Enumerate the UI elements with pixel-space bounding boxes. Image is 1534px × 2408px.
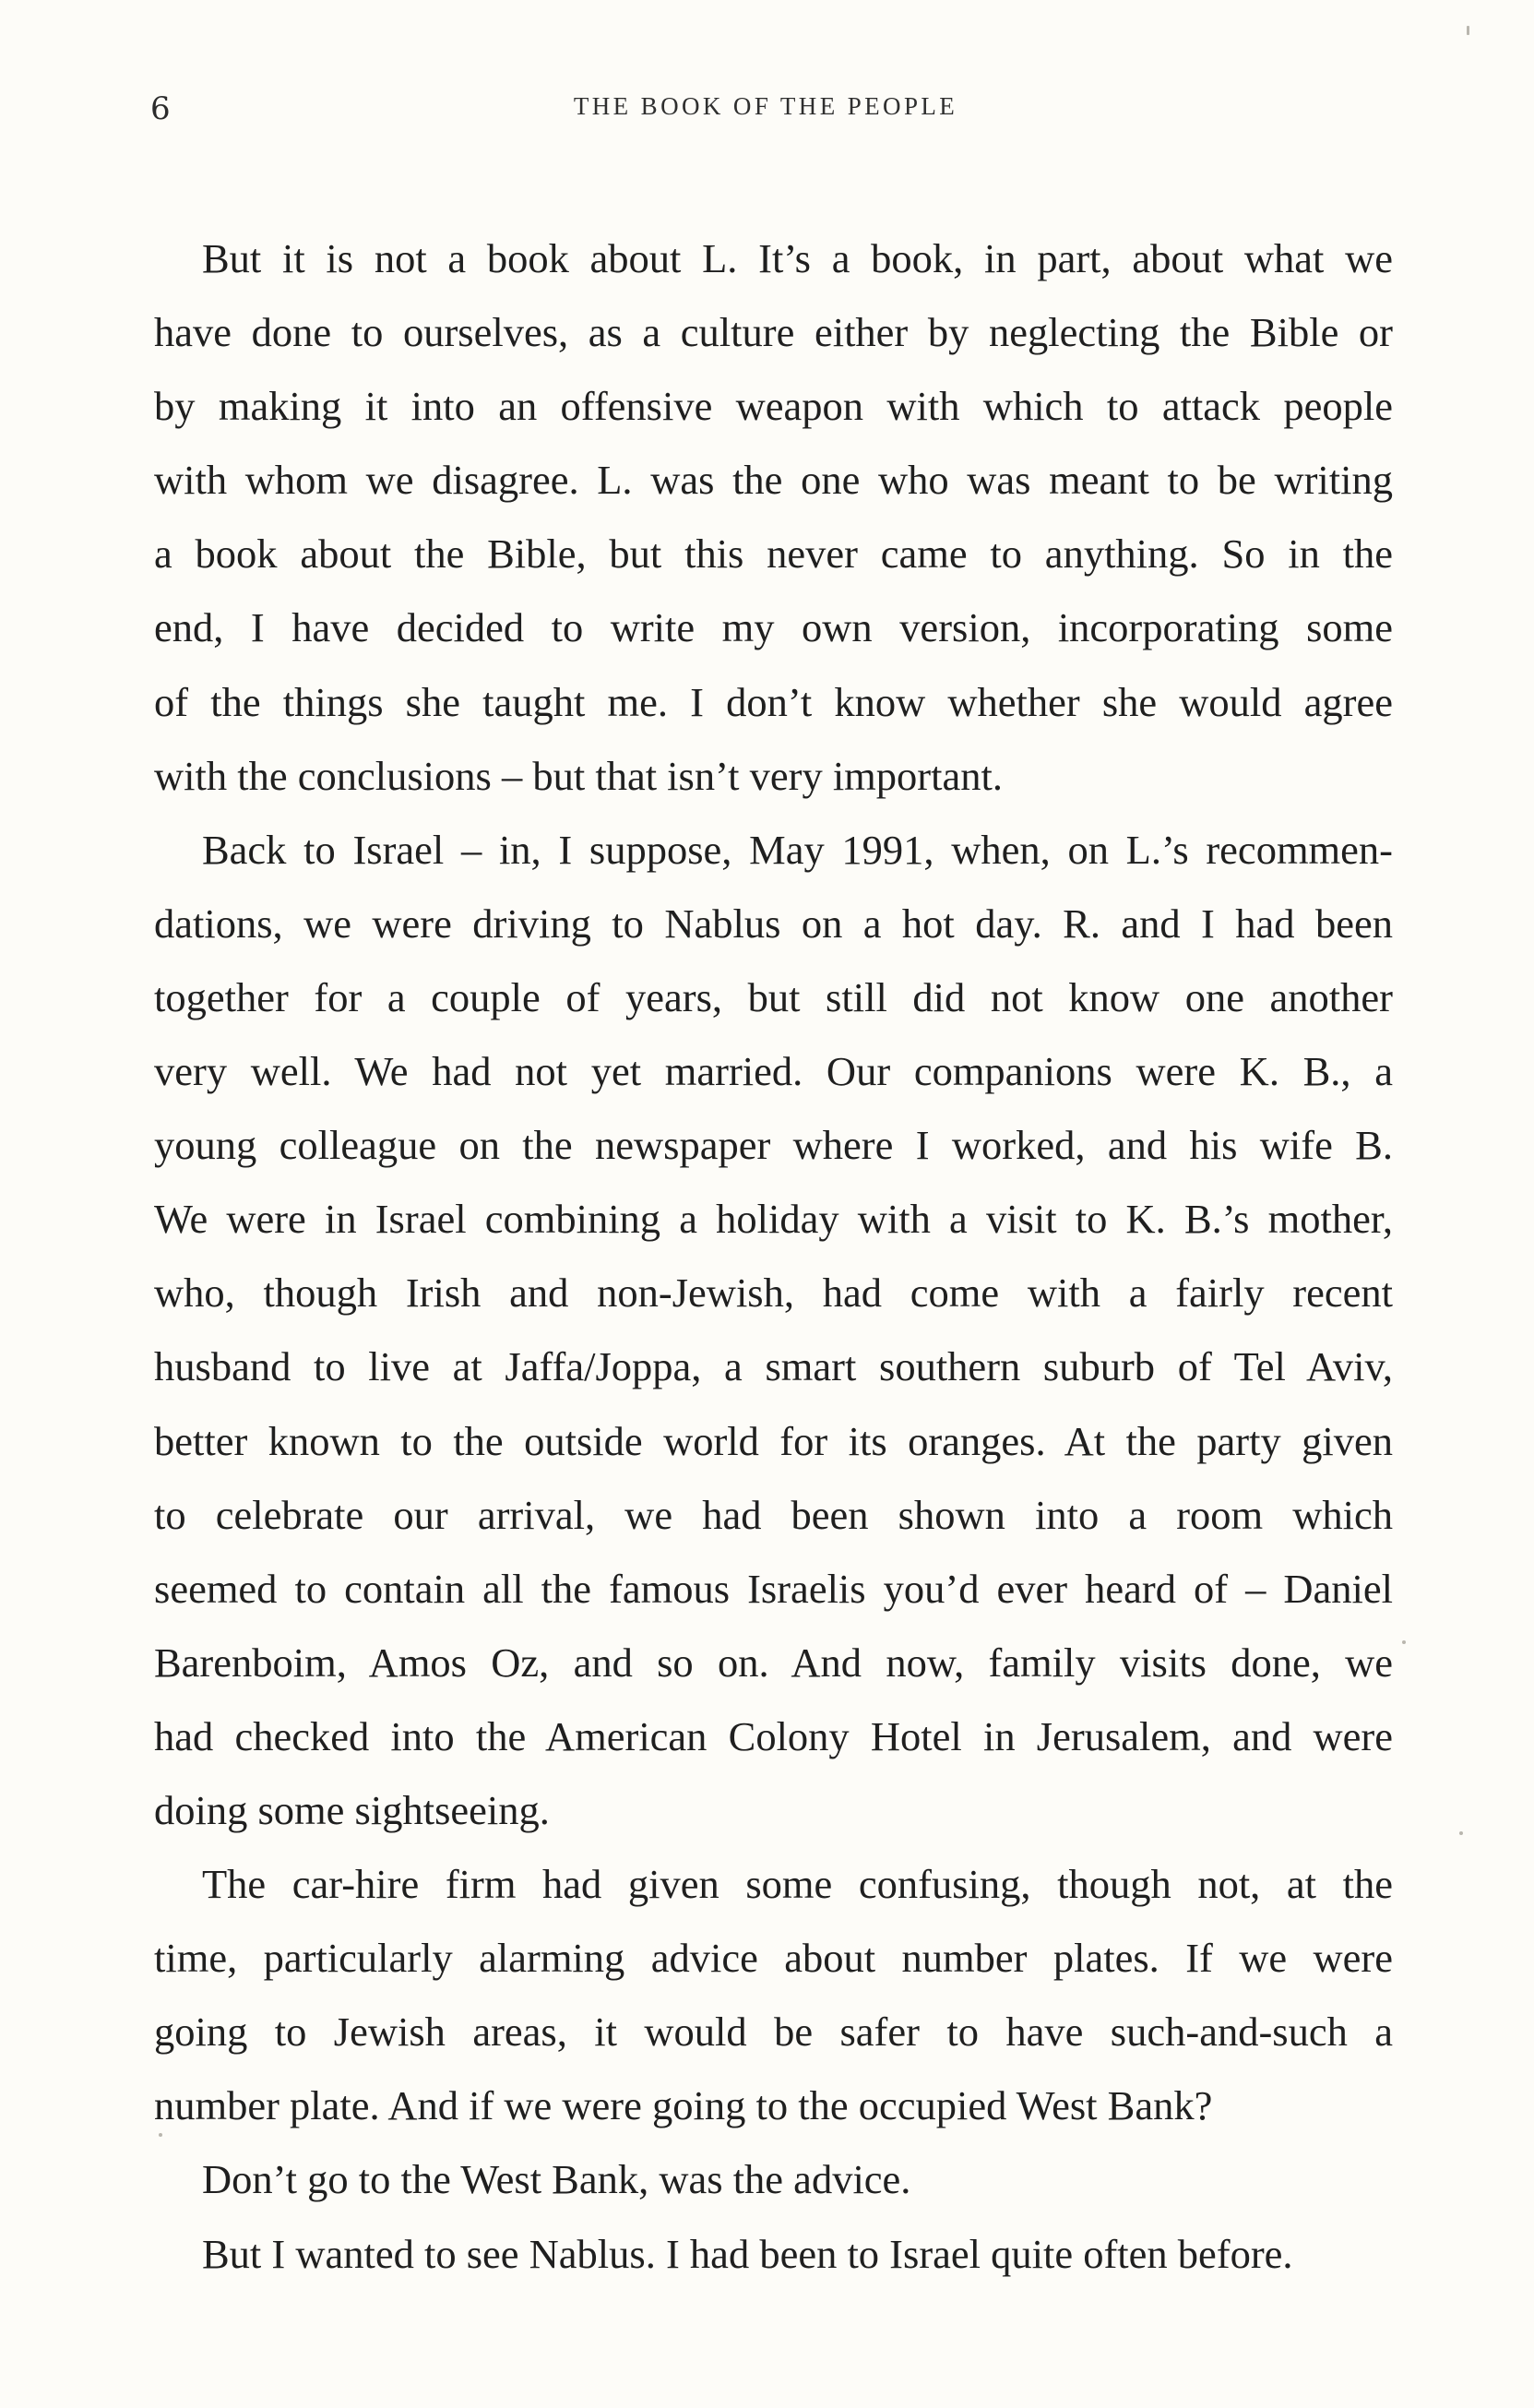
paper-speck [1459, 1831, 1463, 1835]
text-line: a book about the Bible, but this never came to anything. So in the [154, 530, 1393, 578]
paper-speck [1402, 1640, 1406, 1644]
paper-speck [159, 2133, 162, 2137]
paragraph-3 [154, 1847, 1393, 2142]
paper-speck [1467, 26, 1469, 35]
paragraph-1 [154, 221, 1393, 813]
body-text [154, 221, 1393, 2291]
paragraph-2 [154, 813, 1393, 1847]
running-head: THE BOOK OF THE PEOPLE [573, 92, 958, 120]
text-line: Back to Israel – in, I suppose, May 1991, when, on L.’s recommen- [202, 826, 1393, 873]
text-line: of the things she taught me. I don’t know whether she would agree [154, 678, 1393, 725]
text-line: have done to ourselves, as a culture either by neglecting the Bible or [154, 309, 1393, 356]
text-line: number plate. And if we were going to the occupied West Bank? [154, 2082, 1213, 2129]
text-line: had checked into the American Colony Hotel in Jerusalem, and were [154, 1712, 1393, 1759]
text-line: But it is not a book about L. It’s a book, in part, about what we [202, 235, 1393, 281]
text-line: by making it into an offensive weapon with which to attack people [154, 383, 1393, 430]
text-line: husband to live at Jaffa/Joppa, a smart southern suburb of Tel Aviv, [154, 1343, 1393, 1390]
text-line: young colleague on the newspaper where I worked, and his wife B. [154, 1122, 1393, 1169]
text-line: with the conclusions – but that isn’t very important. [154, 752, 1003, 799]
text-line: who, though Irish and non-Jewish, had come with a fairly recent [154, 1270, 1393, 1317]
text-line: to celebrate our arrival, we had been shown into a room which [154, 1491, 1393, 1538]
text-line: with whom we disagree. L. was the one who was meant to be writing [154, 457, 1393, 504]
paragraph-4 [154, 2142, 1393, 2216]
text-line: very well. We had not yet married. Our companions were K. B., a [154, 1048, 1393, 1095]
text-line: Don’t go to the West Bank, was the advice. [202, 2156, 911, 2203]
paragraph-5 [154, 2217, 1393, 2291]
text-line: But I wanted to see Nablus. I had been to Israel quite often before. [202, 2230, 1293, 2277]
text-line: The car-hire firm had given some confusing, though not, at the [202, 1861, 1393, 1908]
text-line: end, I have decided to write my own version, incorporating some [154, 604, 1393, 651]
page-number: 6 [150, 90, 171, 127]
text-line: seemed to contain all the famous Israelis you’d ever heard of – Daniel [154, 1565, 1393, 1612]
text-line: better known to the outside world for its oranges. At the party given [154, 1417, 1393, 1464]
text-line: together for a couple of years, but still did not know one another [154, 973, 1393, 1020]
text-line: dations, we were driving to Nablus on a hot day. R. and I had been [154, 900, 1393, 947]
text-line: doing some sightseeing. [154, 1786, 550, 1833]
text-line: Barenboim, Amos Oz, and so on. And now, family visits done, we [154, 1639, 1393, 1686]
text-line: time, particularly alarming advice about number plates. If we were [154, 1935, 1393, 1982]
text-line: going to Jewish areas, it would be safer to have such-and-such a [154, 2009, 1393, 2056]
text-line: We were in Israel combining a holiday with a visit to K. B.’s mother, [154, 1196, 1393, 1243]
